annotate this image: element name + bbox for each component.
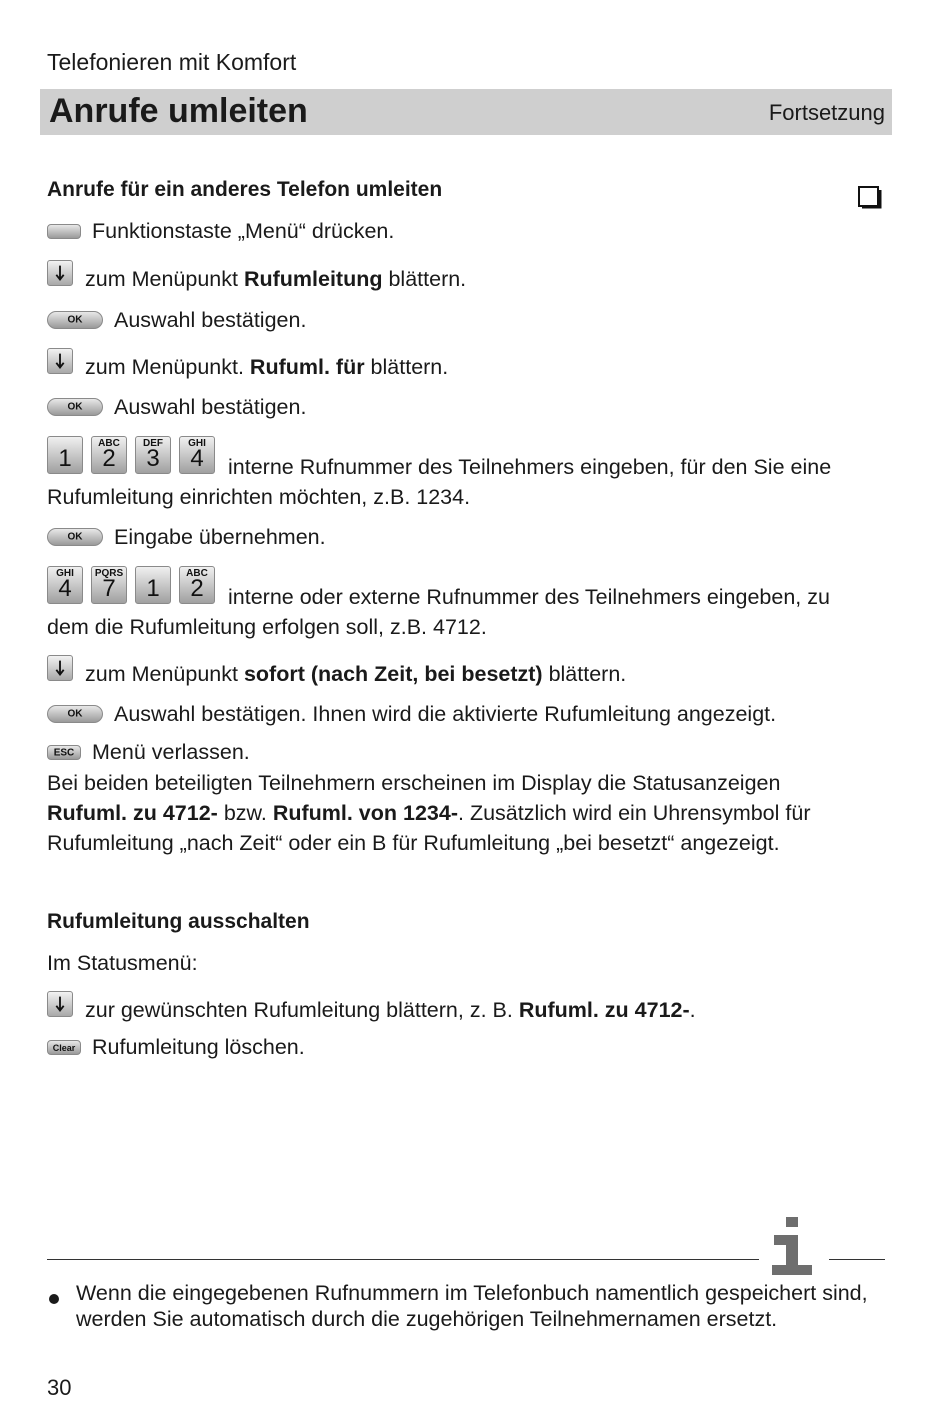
info-icon — [770, 1217, 814, 1275]
esc-key-icon: ESC — [47, 745, 81, 760]
ok-key-icon: OK — [47, 528, 103, 546]
keypad-key-4: GHI 4 — [47, 566, 83, 604]
step-accept-text: Eingabe übernehmen. — [114, 525, 326, 549]
keypad-key-1: 1 — [135, 566, 171, 604]
step-scroll-text-3: zum Menüpunkt sofort (nach Zeit, bei besetzt) blättern. — [85, 662, 627, 686]
keypad-key-2: ABC 2 — [179, 566, 215, 604]
bullet-icon — [49, 1294, 59, 1304]
summary-paragraph: Bei beiden beteiligten Teilnehmern erscheinen im Display die Statusanzeigen Rufuml. zu 4712- bzw. Rufuml. von 1234-. Zusätzlich wird ein Uhrensymbol für Rufumleitung „nach Zeit“ oder ein B für Rufumleitung „bei besetzt“ angezeigt. — [47, 771, 811, 855]
keypad-key-4: GHI 4 — [179, 436, 215, 474]
step-scroll-text-2: zum Menüpunkt. Rufuml. für blättern. — [85, 355, 449, 379]
step-delete-text: Rufumleitung löschen. — [92, 1035, 305, 1059]
step-scroll-text-1: zum Menüpunkt Rufumleitung blättern. — [85, 267, 467, 291]
step-scroll-status-text: zur gewünschten Rufumleitung blättern, z. B. Rufuml. zu 4712-. — [85, 998, 696, 1022]
step-enter-internal-text-1: interne Rufnummer des Teilnehmers eingeben, für den Sie eine — [228, 455, 832, 479]
title-bar — [40, 89, 892, 135]
step-enter-target-text-1: interne oder externe Rufnummer des Teilnehmers eingeben, zu — [228, 585, 830, 609]
keypad-key-2: ABC 2 — [91, 436, 127, 474]
menu-key-icon — [47, 224, 81, 239]
checkbox-icon — [858, 186, 882, 210]
step-enter-target-text-2: dem die Rufumleitung erfolgen soll, z.B. 4712. — [47, 615, 487, 639]
page-number: 30 — [47, 1375, 72, 1400]
step-enter-internal-text-2: Rufumleitung einrichten möchten, z.B. 1234. — [47, 485, 471, 509]
step-confirm-text-1: Auswahl bestätigen. — [114, 308, 307, 332]
note-text: Wenn die eingegebenen Rufnummern im Telefonbuch namentlich gespeichert sind, werden Sie automatisch durch die zugehörigen Teilnehmernamen ersetzt. — [76, 1281, 868, 1331]
ok-key-icon: OK — [47, 311, 103, 329]
note-divider-left — [47, 1259, 759, 1260]
keypad-key-3: DEF 3 — [135, 436, 171, 474]
arrow-down-icon — [47, 655, 73, 681]
note-divider-right — [829, 1259, 885, 1260]
step-confirm-text-2: Auswahl bestätigen. — [114, 395, 307, 419]
step-menu-text: Funktionstaste „Menü“ drücken. — [92, 219, 395, 243]
page-title: Anrufe umleiten — [49, 92, 308, 130]
arrow-down-icon — [47, 348, 73, 374]
ok-key-icon: OK — [47, 705, 103, 723]
status-menu-intro: Im Statusmenü: — [47, 951, 198, 975]
section-heading-forward: Anrufe für ein anderes Telefon umleiten — [47, 178, 443, 201]
step-exit-text: Menü verlassen. — [92, 740, 250, 764]
arrow-down-icon — [47, 260, 73, 286]
keypad-key-1: 1 — [47, 436, 83, 474]
ok-key-icon: OK — [47, 398, 103, 416]
keypad-key-7: PQRS 7 — [91, 566, 127, 604]
clear-key-icon: Clear — [47, 1040, 81, 1055]
step-confirm-text-3: Auswahl bestätigen. Ihnen wird die aktivierte Rufumleitung angezeigt. — [114, 702, 777, 726]
arrow-down-icon — [47, 991, 73, 1017]
page-kicker: Telefonieren mit Komfort — [47, 49, 297, 75]
continuation-label: Fortsetzung — [768, 100, 885, 125]
section-heading-disable: Rufumleitung ausschalten — [47, 910, 310, 933]
